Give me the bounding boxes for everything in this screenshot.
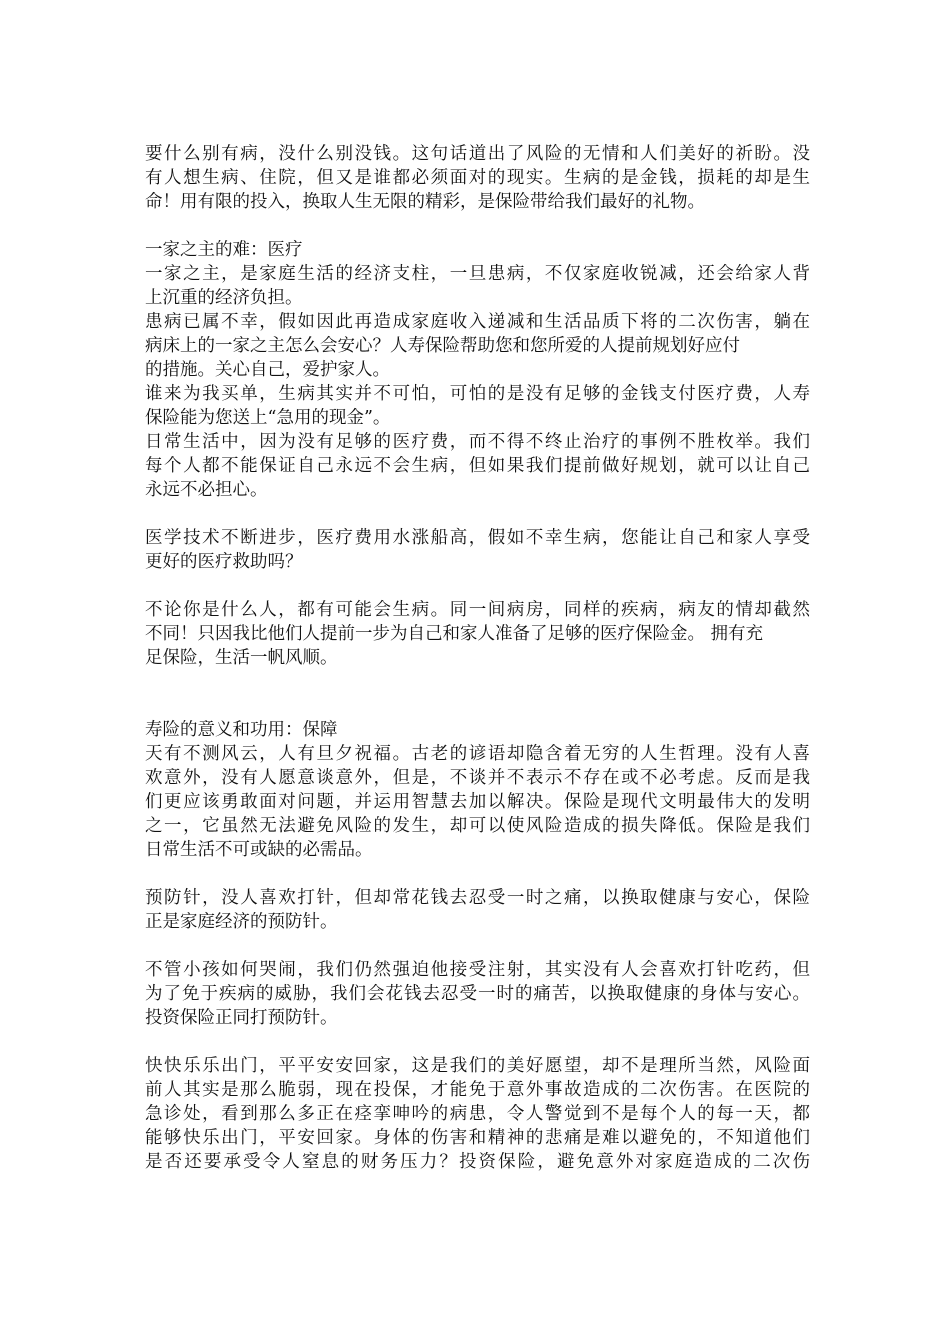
text-line: 之一，它虽然无法避免风险的发生，却可以使风险造成的损失降低。保险是我们 [145, 816, 810, 836]
paragraph [145, 430, 810, 502]
text-line: 上沉重的经济负担。 [145, 288, 303, 308]
paragraph [145, 382, 810, 430]
text-line: 一家之主，是家庭生活的经济支柱，一旦患病，不仅家庭收锐减，还会给家人背 [145, 264, 810, 284]
text-line: 永远不必担心。 [145, 480, 268, 500]
text-line: 要什么别有病，没什么别没钱。这句话道出了风险的无情和人们美好的祈盼。没 [145, 144, 810, 164]
section-heading: 一家之主的难：医疗 [145, 240, 303, 260]
text-line: 正是家庭经济的预防针。 [145, 912, 338, 932]
text-line: 日常生活中，因为没有足够的医疗费，而不得不终止治疗的事例不胜枚举。我们 [145, 432, 810, 452]
text-line: 足保险，生活一帆风顺。 [145, 648, 338, 668]
paragraph [145, 526, 810, 574]
text-line: 快快乐乐出门，平平安安回家，这是我们的美好愿望，却不是理所当然，风险面 [145, 1056, 810, 1076]
text-line: 预防针，没人喜欢打针，但却常花钱去忍受一时之痛，以换取健康与安心，保险 [145, 888, 810, 908]
text-line: 保险能为您送上“急用的现金”。 [145, 408, 391, 428]
paragraph [145, 598, 810, 670]
text-line: 天有不测风云，人有旦夕祝福。古老的谚语却隐含着无穷的人生哲理。没有人喜 [145, 744, 810, 764]
paragraph [145, 262, 810, 310]
text-line: 每个人都不能保证自己永远不会生病，但如果我们提前做好规划，就可以让自己 [145, 456, 810, 476]
text-line: 不论你是什么人，都有可能会生病。同一间病房，同样的疾病，病友的情却截然 [145, 600, 810, 620]
text-line: 是否还要承受令人窒息的财务压力？投资保险，避免意外对家庭造成的二次伤 [145, 1152, 810, 1172]
text-line: 能够快乐出门，平安回家。身体的伤害和精神的悲痛是难以避免的，不知道他们 [145, 1128, 810, 1148]
text-line: 急诊处，看到那么多正在痉挛呻吟的病患，令人警觉到不是每个人的每一天，都 [145, 1104, 810, 1124]
text-line: 命！用有限的投入，换取人生无限的精彩，是保险带给我们最好的礼物。 [145, 192, 705, 212]
paragraph [145, 958, 810, 1030]
paragraph [145, 1054, 810, 1174]
text-line: 的措施。关心自己，爱护家人。 [145, 360, 390, 380]
intro-paragraph [145, 142, 810, 214]
document-page [145, 142, 810, 1174]
text-line: 投资保险正同打预防针。 [145, 1008, 338, 1028]
text-line: 欢意外，没有人愿意谈意外，但是，不谈并不表示不存在或不必考虑。反而是我 [145, 768, 810, 788]
text-line: 患病已属不幸，假如因此再造成家庭收入递减和生活品质下将的二次伤害，躺在 [145, 312, 810, 332]
text-line: 更好的医疗救助吗？ [145, 552, 303, 572]
section-heading: 寿险的意义和功用：保障 [145, 720, 338, 740]
text-line: 医学技术不断进步，医疗费用水涨船高，假如不幸生病，您能让自己和家人享受 [145, 528, 810, 548]
text-line: 病床上的一家之主怎么会安心？人寿保险帮助您和您所爱的人提前规划好应付 [145, 336, 740, 356]
text-line: 前人其实是那么脆弱，现在投保，才能免于意外事故造成的二次伤害。在医院的 [145, 1080, 810, 1100]
paragraph [145, 310, 810, 382]
paragraph [145, 742, 810, 862]
text-line: 有人想生病、住院，但又是谁都必须面对的现实。生病的是金钱，损耗的却是生 [145, 168, 810, 188]
paragraph [145, 886, 810, 934]
text-line: 日常生活不可或缺的必需品。 [145, 840, 373, 860]
text-line: 谁来为我买单，生病其实并不可怕，可怕的是没有足够的金钱支付医疗费，人寿 [145, 384, 810, 404]
text-line: 不管小孩如何哭闹，我们仍然强迫他接受注射，其实没有人会喜欢打针吃药，但 [145, 960, 810, 980]
text-line: 不同！只因我比他们人提前一步为自己和家人准备了足够的医疗保险金。 拥有充 [145, 624, 764, 644]
text-line: 们更应该勇敢面对问题，并运用智慧去加以解决。保险是现代文明最伟大的发明 [145, 792, 810, 812]
text-line: 为了免于疾病的威胁，我们会花钱去忍受一时的痛苦，以换取健康的身体与安心。 [145, 984, 810, 1004]
